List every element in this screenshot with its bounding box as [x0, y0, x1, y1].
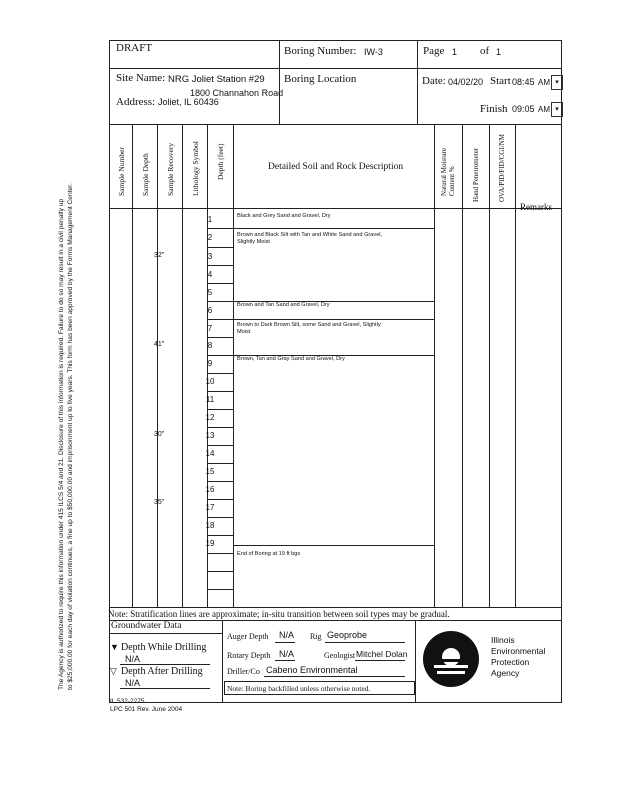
description-layer-3[interactable]: Brown and Tan Sand and Gravel, Dry: [237, 302, 330, 308]
date-value[interactable]: 04/02/20: [448, 77, 484, 87]
description-layer-5[interactable]: Brown, Tan and Gray Sand and Gravel, Dry: [237, 356, 345, 362]
rotary-depth-label: Rotary Depth: [227, 651, 271, 660]
description-layer-2b[interactable]: Slightly Moist: [237, 239, 270, 245]
depth-19: 19: [205, 539, 215, 548]
depth-14: 14: [205, 449, 215, 458]
start-time-value[interactable]: 08:45: [512, 77, 535, 87]
depth-4: 4: [207, 270, 213, 279]
legal-notice-line-1: The Agency is authorized to require this information under 415 ILCS 5/4 and 21. Disclosure of this information is required. Failure to do so may result in a civil penalty up: [58, 198, 65, 690]
start-label: Start: [490, 75, 511, 87]
depth-5: 5: [207, 288, 213, 297]
col-sample-recovery: Sample Recovery: [166, 142, 175, 196]
start-ampm-value[interactable]: AM: [538, 78, 550, 87]
driller-label: Driller/Co: [227, 667, 260, 676]
col-description: Detailed Soil and Rock Description: [268, 162, 404, 172]
depth-15: 15: [205, 467, 215, 476]
agency-name-line-2: Environmental: [491, 646, 546, 656]
page-number-value[interactable]: 1: [452, 47, 458, 57]
page-label: Page: [423, 45, 445, 57]
col-remarks: Remarks: [520, 202, 552, 212]
site-name-value[interactable]: NRG Joliet Station #29: [168, 74, 265, 85]
down-triangle-outline-icon: ▽: [110, 666, 117, 676]
col-sample-depth: Sample Depth: [141, 153, 150, 196]
boring-number-value[interactable]: IW-3: [364, 47, 383, 57]
legal-notice-line-2: to $25,000.00 for each day of violation continues, a fine up to $50,000.00 and imprisonment up to five years. This form has been approved by the Forms Management Center.: [67, 183, 74, 690]
draft-label: DRAFT: [116, 42, 153, 54]
depth-3: 3: [207, 252, 213, 261]
boring-location-label: Boring Location: [284, 73, 357, 85]
col-sample-number: Sample Number: [117, 147, 126, 196]
description-layer-4b[interactable]: Moist: [237, 329, 251, 335]
depth-18: 18: [205, 521, 215, 530]
auger-depth-label: Auger Depth: [227, 632, 269, 641]
finish-time-value[interactable]: 09:05: [512, 104, 535, 114]
iepa-logo: [422, 630, 480, 688]
date-label: Date:: [422, 75, 446, 87]
finish-ampm-dropdown[interactable]: ▾: [551, 102, 563, 117]
backfill-note: Note: Boring backfilled unless otherwise noted.: [227, 684, 371, 693]
depth-after-drilling-label: Depth After Drilling: [121, 666, 203, 677]
form-revision: LPC 501 Rev. June 2004: [110, 706, 183, 713]
description-layer-4a[interactable]: Brown to Dark Brown Silt, some Sand and Gravel, Slightly: [237, 322, 381, 328]
start-ampm-dropdown[interactable]: ▾: [551, 75, 563, 90]
groundwater-label: Groundwater Data: [111, 621, 182, 631]
depth-while-drilling-label: Depth While Drilling: [121, 642, 207, 653]
depth-8: 8: [207, 341, 213, 350]
depth-11: 11: [205, 395, 215, 404]
depth-12: 12: [205, 413, 215, 422]
rotary-depth-value[interactable]: N/A: [279, 649, 295, 659]
depth-while-drilling-value[interactable]: N/A: [125, 654, 141, 664]
address-line-1[interactable]: 1800 Channahon Road: [190, 88, 284, 98]
address-label: Address:: [116, 96, 156, 108]
depth-16: 16: [205, 485, 215, 494]
depth-13: 13: [205, 431, 215, 440]
depth-2: 2: [207, 233, 213, 242]
depth-1: 1: [207, 215, 213, 224]
depth-10: 10: [205, 377, 215, 386]
depth-after-drilling-value[interactable]: N/A: [125, 678, 141, 688]
depth-6: 6: [207, 306, 213, 315]
recovery-4[interactable]: 35": [154, 499, 165, 506]
geologist-value[interactable]: Mitchel Dolan: [356, 649, 408, 659]
description-layer-1[interactable]: Black and Grey Sand and Gravel, Dry: [237, 213, 331, 219]
agency-name-line-1: Illinois: [491, 635, 515, 645]
rig-label: Rig: [310, 632, 322, 641]
col-moisture: Natural Moisture Content %: [440, 147, 456, 196]
form-frame: [109, 40, 562, 703]
site-name-label: Site Name:: [116, 72, 166, 84]
address-line-2[interactable]: Joliet, IL 60436: [158, 97, 219, 107]
depth-17: 17: [205, 503, 215, 512]
finish-label: Finish: [480, 103, 508, 115]
col-lithology-symbol: Lithology Symbol: [191, 141, 200, 196]
col-ova: OVA/PID/FID/CGI/NM: [498, 134, 506, 202]
stratification-note: Note: Stratification lines are approximate; in-situ transition between soil types may be gradual.: [108, 609, 450, 619]
col-depth: Depth (feet): [216, 143, 225, 180]
depth-9: 9: [207, 359, 213, 368]
col-hand-penetrometer: Hand Penetrometer: [472, 147, 480, 202]
backfill-note-box: [224, 681, 415, 695]
recovery-1[interactable]: 32": [154, 252, 165, 259]
description-end-of-boring[interactable]: End of Boring at 19 ft bgs: [237, 551, 301, 557]
page-total-value[interactable]: 1: [496, 47, 502, 57]
form-number: IL 532-2275: [110, 698, 145, 705]
agency-name-line-3: Protection: [491, 657, 530, 667]
of-label: of: [480, 45, 490, 57]
driller-value[interactable]: Cabeno Environmental: [266, 665, 358, 675]
boring-number-label: Boring Number:: [284, 45, 357, 57]
depth-7: 7: [207, 324, 213, 333]
recovery-3[interactable]: 30": [154, 431, 165, 438]
rig-value[interactable]: Geoprobe: [327, 630, 368, 640]
geologist-label: Geologist: [324, 651, 356, 660]
auger-depth-value[interactable]: N/A: [279, 630, 295, 640]
down-triangle-filled-icon: ▼: [110, 642, 119, 652]
recovery-2[interactable]: 41": [154, 341, 165, 348]
finish-ampm-value[interactable]: AM: [538, 105, 550, 114]
description-layer-2a[interactable]: Brown and Black Silt with Tan and White Sand and Gravel,: [237, 232, 383, 238]
agency-name-line-4: Agency: [491, 668, 520, 678]
